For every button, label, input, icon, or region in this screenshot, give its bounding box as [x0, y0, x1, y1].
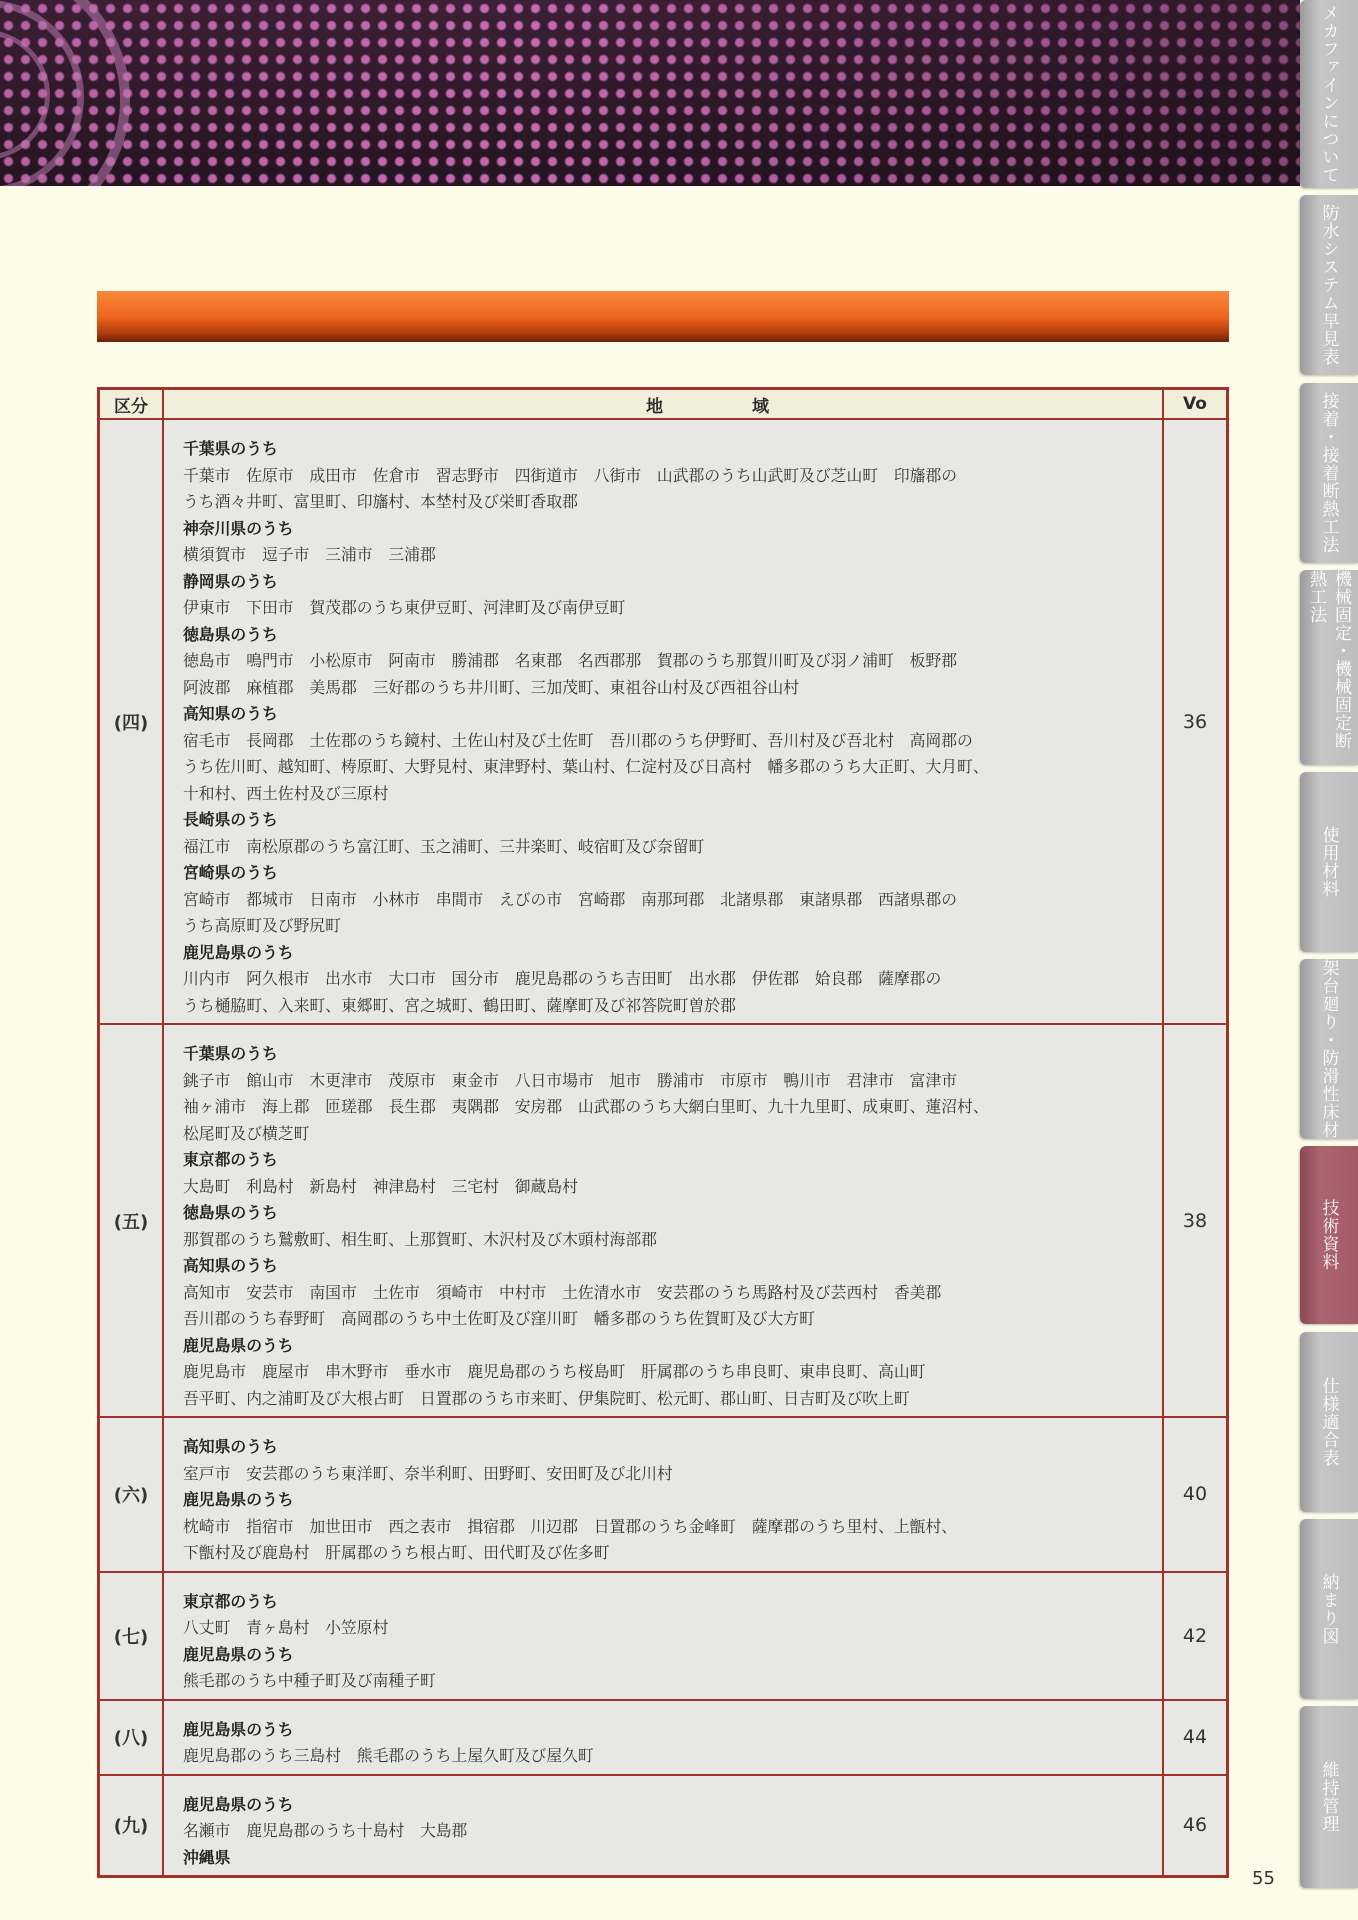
side-tab[interactable]: [1300, 1706, 1358, 1888]
area-line: 吾川郡のうち春野町 高岡郡のうち中土佐町及び窪川町 幡多郡のうち佐賀町及び大方町: [183, 1309, 815, 1328]
prefecture-label: 宮崎県のうち: [183, 863, 278, 882]
prefecture-label: 鹿児島県のうち: [183, 1644, 294, 1664]
prefecture-label: 静岡県のうち: [183, 571, 278, 591]
header-vo: Vo: [1163, 389, 1228, 420]
header-chi: 地: [646, 396, 663, 417]
side-tab-label: 架台廻り・防滑性床材: [1318, 959, 1339, 1139]
region-cell: [163, 1024, 1163, 1417]
zone-cell: (七): [99, 1572, 164, 1700]
area-line: 吾平町、内之浦町及び大根占町 日置郡のうち市来町、伊集院町、松元町、郡山町、日吉町及び吹上町: [183, 1388, 910, 1408]
area-line: 八丈町 青ヶ島村 小笠原村: [183, 1618, 389, 1637]
prefecture-label: 高知県のうち: [183, 704, 278, 723]
prefecture-label: 鹿児島県のうち: [183, 1335, 294, 1355]
area-line: うち高原町及び野尻町: [183, 916, 341, 935]
region-cell: [163, 1572, 1163, 1700]
zone-cell: (四): [99, 419, 164, 1024]
side-tab-label: 仕様適合表: [1318, 1377, 1339, 1467]
prefecture-label: 東京都のうち: [183, 1591, 278, 1611]
side-tab-label: 技術資料: [1318, 1199, 1339, 1271]
side-tab[interactable]: [1300, 1146, 1358, 1324]
area-line: 枕崎市 指宿市 加世田市 西之表市 揖宿郡 川辺郡 日置郡のうち金峰町 薩摩郡のうち里村、上甑村、: [183, 1516, 958, 1536]
table-row: [99, 419, 1228, 1024]
area-line: 横須賀市 逗子市 三浦市 三浦郡: [183, 545, 436, 564]
vo-cell: 40: [1163, 1417, 1228, 1572]
vo-cell: 46: [1163, 1775, 1228, 1877]
side-tab[interactable]: [1300, 1519, 1358, 1699]
side-tab-label: 維持管理: [1318, 1761, 1339, 1833]
prefecture-label: 鹿児島県のうち: [183, 942, 294, 962]
prefecture-label: 高知県のうち: [183, 1256, 278, 1275]
area-line: 宮崎市 都城市 日南市 小林市 串間市 えびの市 宮崎郡 南那珂郡 北諸県郡 東諸県郡 西諸県郡の: [183, 889, 958, 909]
region-cell: [163, 1700, 1163, 1775]
header-iki: 域: [752, 396, 769, 417]
table-row: [99, 1775, 1228, 1877]
area-line: 袖ヶ浦市 海上郡 匝瑳郡 長生郡 夷隅郡 安房郡 山武郡のうち大網白里町、九十九里町、成東町、蓮沼村、: [183, 1097, 989, 1116]
area-line: 那賀郡のうち鷲敷町、相生町、上那賀町、木沢村及び木頭村海部郡: [183, 1229, 657, 1249]
area-line: 鹿児島郡のうち三島村 熊毛郡のうち上屋久町及び屋久町: [183, 1746, 594, 1765]
zone-cell: (九): [99, 1775, 164, 1877]
side-tab[interactable]: [1300, 772, 1358, 952]
prefecture-label: 高知県のうち: [183, 1437, 278, 1456]
vo-cell: 38: [1163, 1024, 1228, 1417]
area-line: 徳島市 鳴門市 小松原市 阿南市 勝浦郡 名東郡 名西郡那 賀郡のうち那賀川町及び羽ノ浦町 板野郡: [183, 651, 958, 670]
side-tab[interactable]: [1300, 570, 1358, 765]
prefecture-label: 鹿児島県のうち: [183, 1719, 294, 1739]
vo-cell: 44: [1163, 1700, 1228, 1775]
area-line: 阿波郡 麻植郡 美馬郡 三好郡のうち井川町、三加茂町、東祖谷山村及び西祖谷山村: [183, 677, 800, 697]
prefecture-label: 徳島県のうち: [183, 1203, 278, 1222]
side-tab-label: 納まり図: [1318, 1573, 1339, 1645]
zone-cell: (八): [99, 1700, 164, 1775]
prefecture-label: 鹿児島県のうち: [183, 1490, 294, 1509]
zone-cell: (五): [99, 1024, 164, 1417]
table-body: [99, 419, 1228, 1877]
vo-cell: 42: [1163, 1572, 1228, 1700]
table-row: [99, 1700, 1228, 1775]
area-line: 松尾町及び横芝町: [183, 1123, 310, 1143]
area-line: 大島町 利島村 新島村 神津島村 三宅村 御蔵島村: [183, 1176, 578, 1196]
prefecture-label: 徳島県のうち: [183, 624, 278, 644]
section-title-bar: [97, 291, 1229, 342]
side-tab[interactable]: [1300, 0, 1358, 188]
table-row: [99, 1572, 1228, 1700]
table-header-row: [99, 389, 1228, 420]
prefecture-label: 沖縄県: [183, 1847, 231, 1867]
area-line: 下甑村及び鹿島村 肝属郡のうち根占町、田代町及び佐多町: [183, 1543, 610, 1562]
side-tab-nav: [1300, 0, 1358, 1920]
area-line: うち佐川町、越知町、梼原町、大野見村、東津野村、葉山村、仁淀村及び日高村 幡多郡のうち大正町、大月町、: [183, 757, 989, 776]
side-tab[interactable]: [1300, 195, 1358, 375]
area-line: 高知市 安芸市 南国市 土佐市 須崎市 中村市 土佐清水市 安芸郡のうち馬路村及び芸西村 香美郡: [183, 1282, 942, 1302]
table-row: [99, 1024, 1228, 1417]
area-line: 川内市 阿久根市 出水市 大口市 国分市 鹿児島郡のうち吉田町 出水郡 伊佐郡 姶良郡 薩摩郡の: [183, 969, 942, 988]
header-banner: [0, 0, 1300, 186]
prefecture-label: 東京都のうち: [183, 1150, 278, 1169]
area-line: 熊毛郡のうち中種子町及び南種子町: [183, 1671, 436, 1690]
prefecture-label: 鹿児島県のうち: [183, 1794, 294, 1814]
area-line: 鹿児島市 鹿屋市 串木野市 垂水市 鹿児島郡のうち桜島町 肝属郡のうち串良町、東串良町、高山町: [183, 1362, 926, 1381]
prefecture-label: 長崎県のうち: [183, 810, 278, 829]
region-cell: [163, 419, 1163, 1024]
area-line: 名瀬市 鹿児島郡のうち十島村 大島郡: [183, 1821, 468, 1840]
area-line: 千葉市 佐原市 成田市 佐倉市 習志野市 四街道市 八街市 山武郡のうち山武町及び芝山町 印旛郡の: [183, 465, 958, 485]
area-line: 福江市 南松原郡のうち富江町、玉之浦町、三井楽町、岐宿町及び奈留町: [183, 836, 705, 856]
area-line: 宿毛市 長岡郡 土佐郡のうち鏡村、土佐山村及び土佐町 吾川郡のうち伊野町、吾川村及び吾北村 高岡郡の: [183, 730, 973, 750]
area-line: 銚子市 館山市 木更津市 茂原市 東金市 八日市場市 旭市 勝浦市 市原市 鴨川市 君津市 富津市: [183, 1070, 958, 1090]
header-kubun: 区分: [99, 389, 164, 420]
side-tab-label: 防水システム早見表: [1318, 204, 1339, 366]
side-tab-label: 接着・接着断熱工法: [1318, 392, 1339, 554]
side-tab-label: 使用材料: [1318, 826, 1339, 898]
area-line: 伊東市 下田市 賀茂郡のうち東伊豆町、河津町及び南伊豆町: [183, 598, 626, 617]
region-cell: [163, 1775, 1163, 1877]
area-line: 室戸市 安芸郡のうち東洋町、奈半利町、田野町、安田町及び北川村: [183, 1463, 673, 1483]
side-tab[interactable]: [1300, 959, 1358, 1139]
prefecture-label: 神奈川県のうち: [183, 518, 294, 538]
area-line: 十和村、西土佐村及び三原村: [183, 783, 389, 803]
zone-cell: (六): [99, 1417, 164, 1572]
table-row: [99, 1417, 1228, 1572]
prefecture-label: 千葉県のうち: [183, 1044, 278, 1063]
prefecture-label: 千葉県のうち: [183, 439, 278, 458]
region-cell: [163, 1417, 1163, 1572]
side-tab[interactable]: [1300, 383, 1358, 563]
area-line: うち樋脇町、入来町、東郷町、宮之城町、鶴田町、薩摩町及び祁答院町曽於郡: [183, 995, 736, 1015]
header-area: [163, 389, 1163, 420]
side-tab-label: 機械固定・機械固定断熱工法: [1306, 570, 1351, 750]
region-table: [97, 387, 1229, 1878]
area-line: うち酒々井町、富里町、印旛村、本埜村及び栄町香取郡: [183, 492, 578, 511]
side-tab-label: メカファインについて: [1318, 4, 1339, 184]
page-number: 55: [1252, 1868, 1275, 1889]
side-tab[interactable]: [1300, 1332, 1358, 1512]
vo-cell: 36: [1163, 419, 1228, 1024]
